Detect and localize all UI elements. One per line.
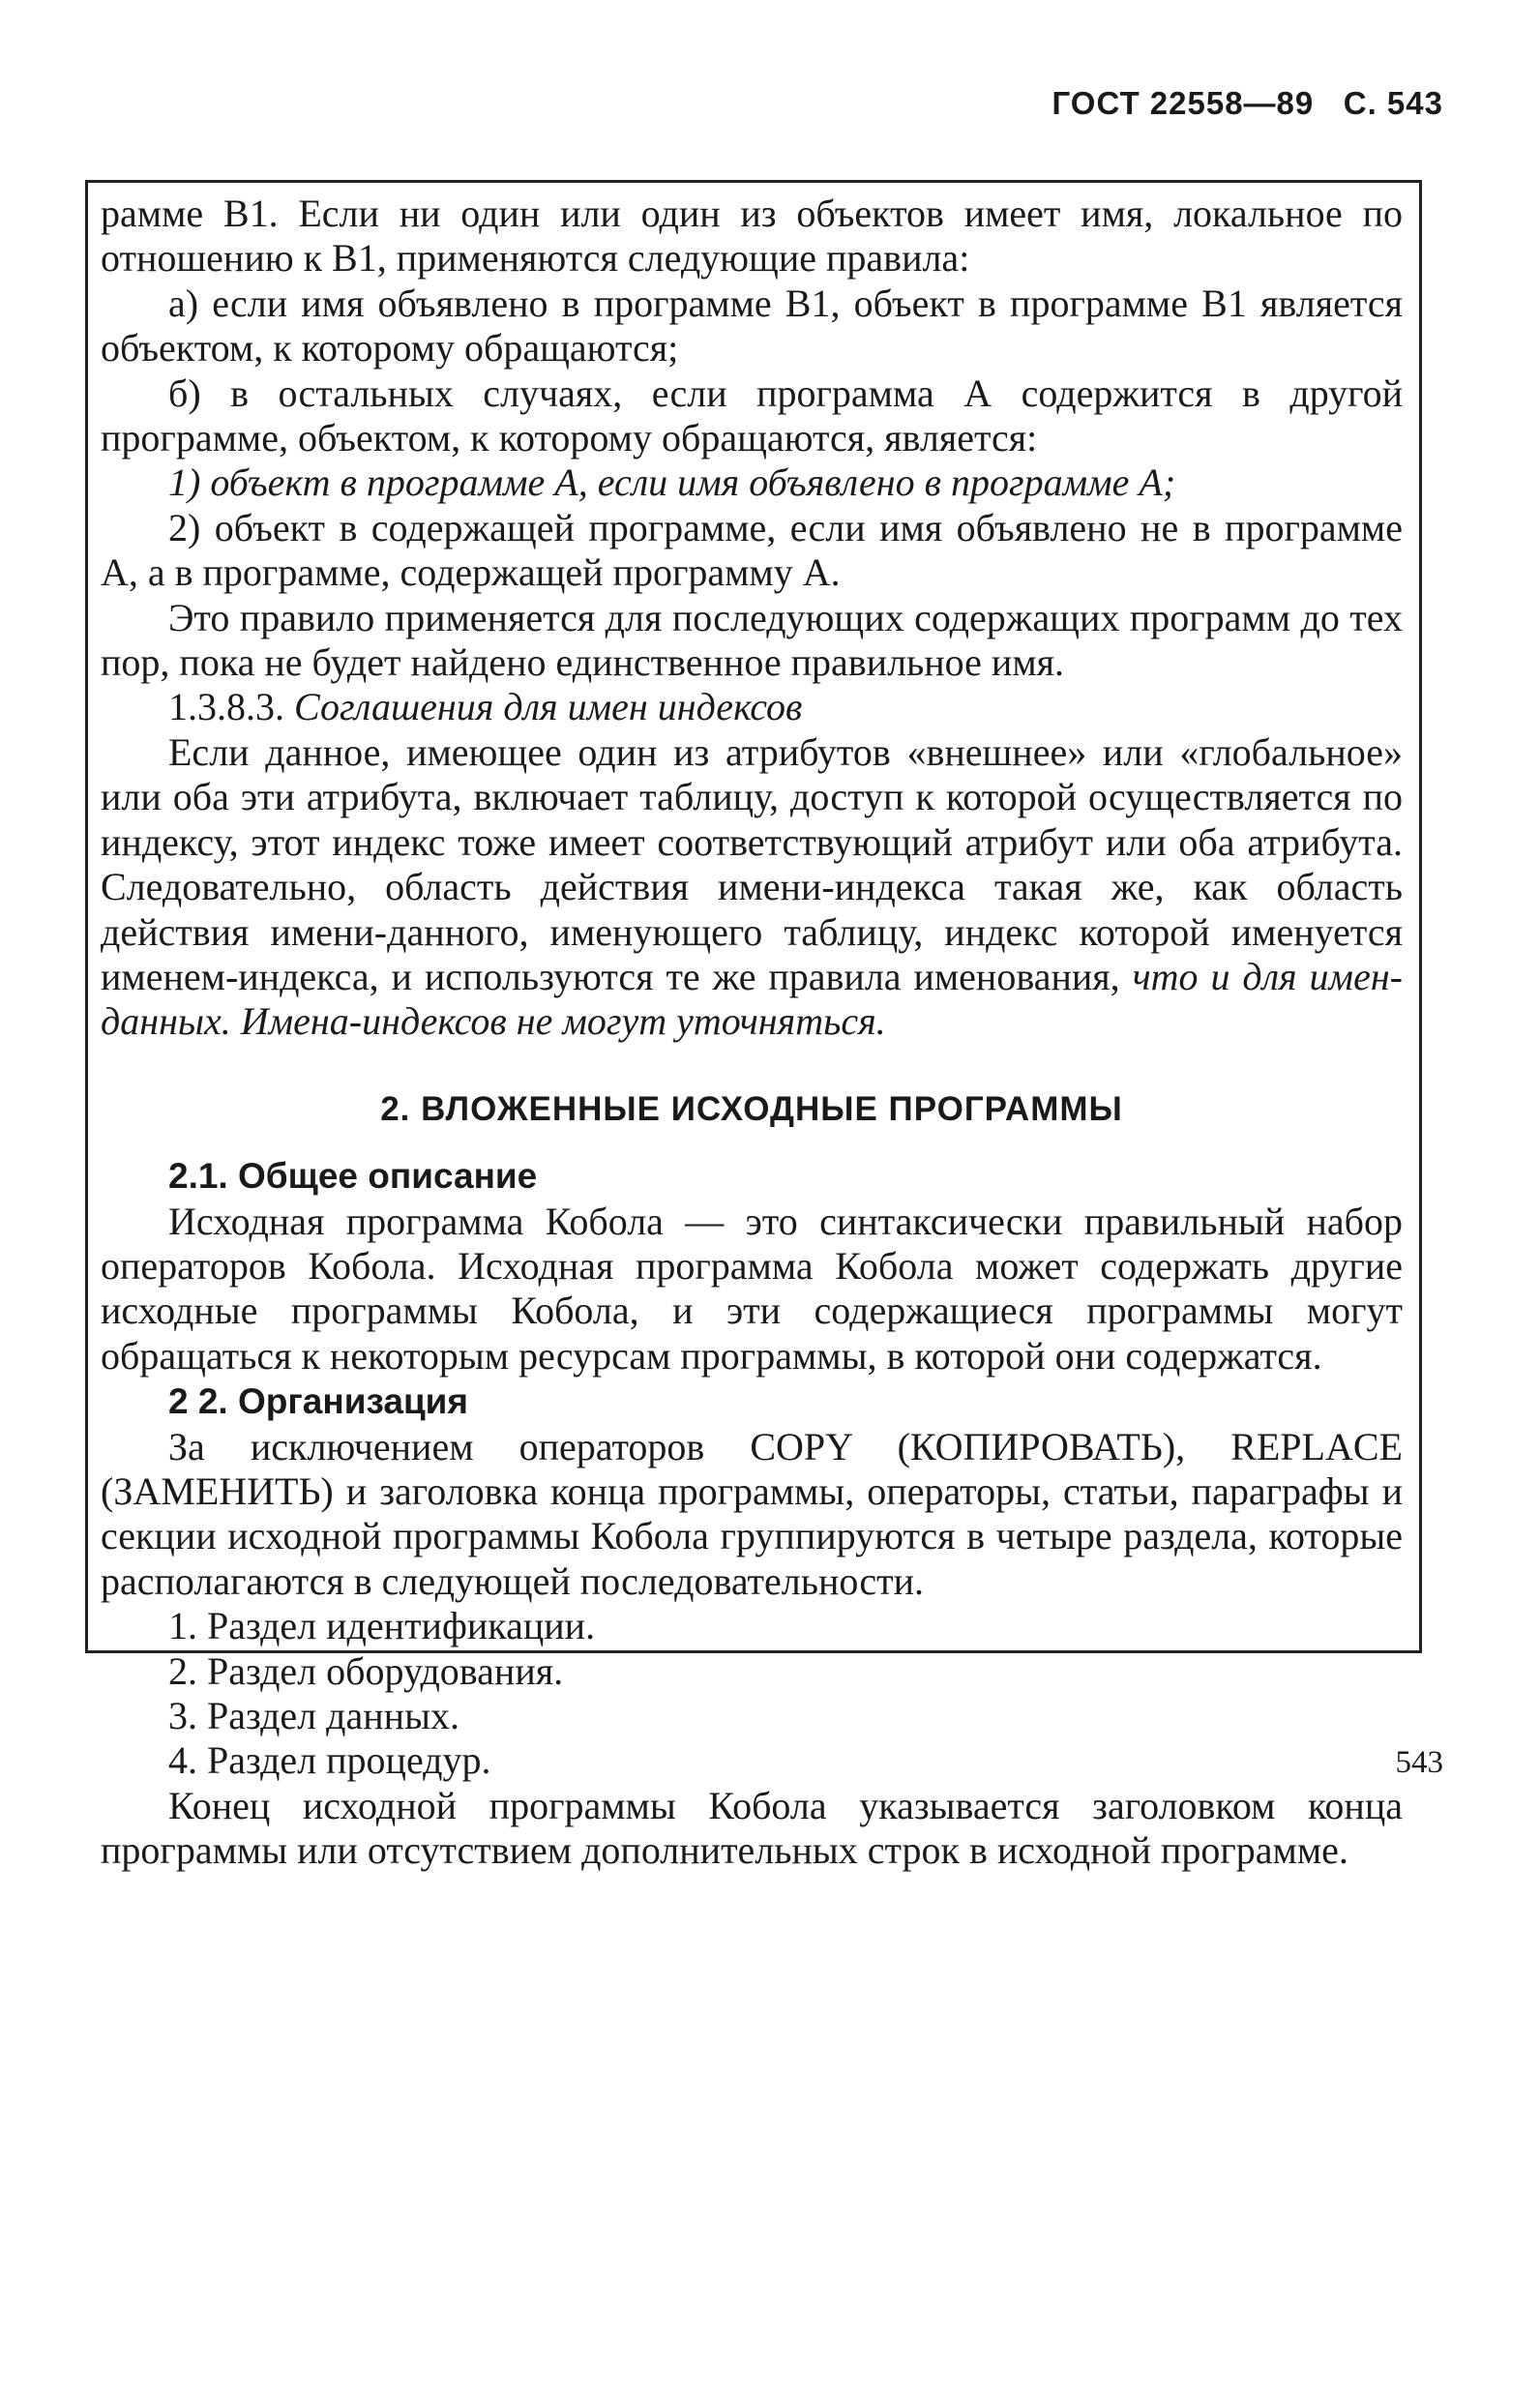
gost-number: ГОСТ 22558—89 [1051,85,1315,121]
s22-heading-text: 2 2. Организация [168,1381,469,1422]
footer-page-number: 543 [1395,1745,1443,1780]
section-2-title: 2. ВЛОЖЕННЫЕ ИСХОДНЫЕ ПРОГРАММЫ [380,1089,1123,1128]
closing-paragraph: Конец исходной программы Кобола указывается заголовком конца программы или отсутствием дополнительных строк в исходной программе. [101,1783,1403,1873]
rule-note: Это правило применяется для последующих содержащих программ до тех пор, пока не будет найдено единственное правильное имя. [101,595,1403,685]
s21-heading [101,1153,1403,1199]
rule-b-2: 2) объект в содержащей программе, если имя объявлено не в программе А, а в программе, содержащей программу А. [101,505,1403,595]
page-header [1052,85,1444,122]
division-item: 1. Раздел идентификации. [168,1604,596,1648]
division-item: 3. Раздел данных. [168,1694,459,1737]
s22-paragraph: За исключением операторов COPY (КОПИРОВАТЬ), REPLACE (ЗАМЕНИТЬ) и заголовка конца программы, операторы, статьи, параграфы и секции исходной программы Кобола группируются в четыре раздела, которые располагаются в следующей последовательности. [101,1424,1403,1603]
rule-a: а) если имя объявлено в программе B1, объект в программе B1 является объектом, к которому обращаются; [101,281,1403,371]
rule-b: б) в остальных случаях, если программа А содержится в другой программе, объектом, к которому обращаются, является: [101,371,1403,460]
index-paragraph [101,730,1403,1045]
header-page-label: С. 543 [1343,85,1443,121]
subsection-1383-heading [101,685,1403,729]
subsection-number: 1.3.8.3. [168,685,284,729]
page-content [101,192,1403,1874]
division-item: 2. Раздел оборудования. [168,1648,564,1693]
index-paragraph-italic: что и для имен-данных. Имена-индексов не могут уточняться. [101,954,1404,1044]
subsection-title: Соглашения для имен индексов [294,685,803,729]
index-paragraph-text: Если данное, имеющее один из атрибутов «внешнее» или «глобальное» или оба эти атрибута, включает таблицу, доступ к которой осуществляется по индексу, этот индекс тоже имеет соответствующий атрибут или оба атрибута. Следовательно, область действия имени-индекса такая же, как область действия имени-данного, именующего таблицу, индекс которой именуется именем-индекса, и используются те же правила именования, [101,729,1403,998]
division-item: 4. Раздел процедур. [168,1738,491,1783]
paragraph-continuation: рамме B1. Если ни один или один из объектов имеет имя, локальное по отношению к B1, применяются следующие правила: [101,192,1403,281]
s21-paragraph: Исходная программа Кобола — это синтаксически правильный набор операторов Кобола. Исходная программа Кобола может содержать другие исходные программы Кобола, и эти содержащиеся программы могут обращаться к некоторым ресурсам программы, в которой они содержатся. [101,1199,1403,1378]
rule-b-1: 1) объект в программе А, если имя объявлено в программе А; [168,460,1176,505]
s21-heading-text: 2.1. Общее описание [168,1156,538,1197]
s22-heading [101,1379,1403,1424]
